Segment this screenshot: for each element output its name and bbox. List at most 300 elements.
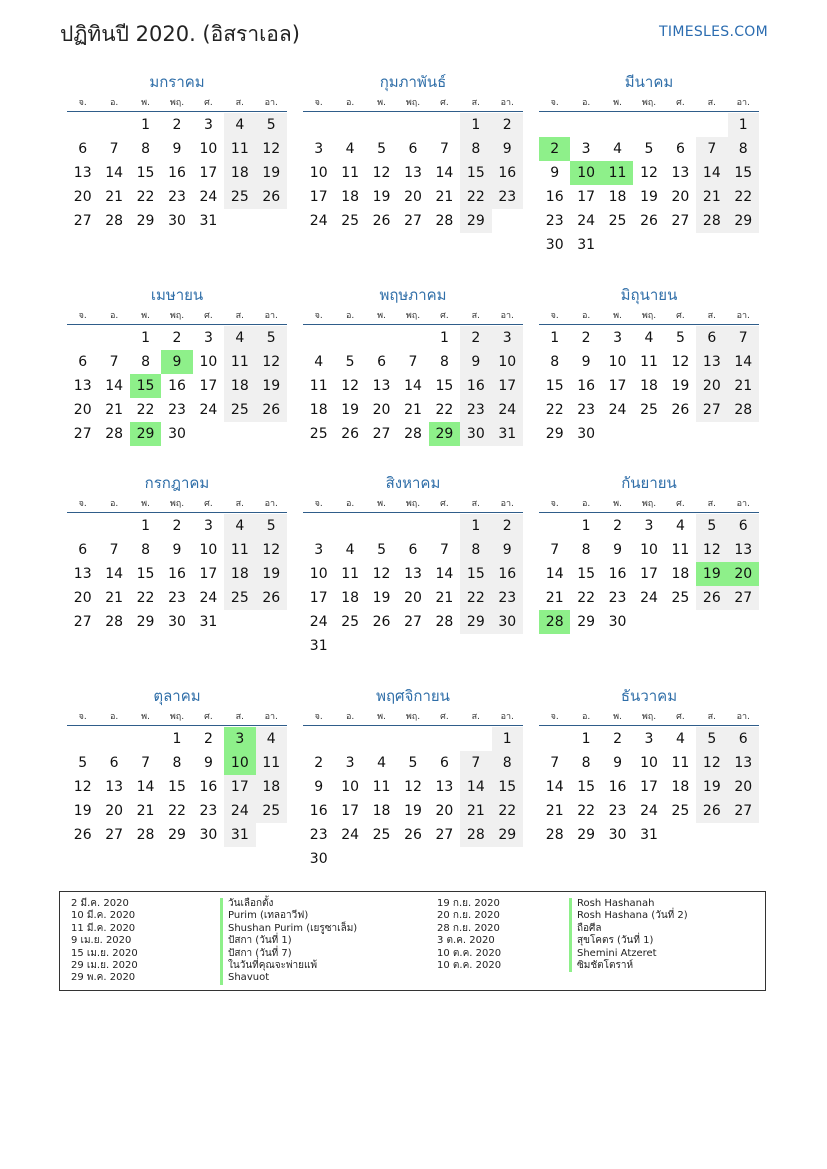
day-cell[interactable]: 18 [309, 402, 328, 418]
day-cell[interactable]: 4 [224, 113, 255, 137]
day-cell[interactable]: 21 [435, 189, 454, 205]
day-cell[interactable]: 26 [256, 185, 287, 209]
day-cell[interactable]: 7 [109, 542, 119, 558]
day-cell[interactable]: 27 [105, 827, 124, 843]
day-cell[interactable]: 18 [640, 378, 658, 394]
holiday-day-cell[interactable]: 3 [224, 727, 255, 751]
day-cell[interactable]: 25 [224, 586, 255, 610]
day-cell[interactable]: 12 [256, 538, 287, 562]
day-cell[interactable]: 22 [577, 803, 596, 819]
day-cell[interactable]: 11 [224, 538, 255, 562]
day-cell[interactable]: 22 [545, 402, 564, 418]
day-cell[interactable]: 2 [314, 755, 324, 771]
day-cell[interactable]: 23 [168, 590, 186, 606]
day-cell[interactable]: 10 [199, 141, 218, 157]
day-cell[interactable]: 17 [309, 590, 328, 606]
day-cell[interactable]: 24 [608, 402, 627, 418]
day-cell[interactable]: 14 [435, 566, 454, 582]
day-cell[interactable]: 9 [613, 542, 623, 558]
day-cell[interactable]: 16 [309, 803, 328, 819]
day-cell[interactable]: 12 [372, 165, 391, 181]
day-cell[interactable]: 11 [671, 542, 690, 558]
day-cell[interactable]: 13 [404, 566, 422, 582]
day-cell[interactable]: 28 [728, 398, 759, 422]
day-cell[interactable]: 27 [696, 398, 727, 422]
day-cell[interactable]: 29 [577, 827, 596, 843]
day-cell[interactable]: 29 [460, 209, 491, 233]
day-cell[interactable]: 9 [550, 165, 560, 181]
day-cell[interactable]: 11 [341, 566, 360, 582]
day-cell[interactable]: 29 [577, 614, 596, 630]
holiday-day-cell[interactable]: 10 [570, 161, 601, 185]
day-cell[interactable]: 22 [728, 185, 759, 209]
day-cell[interactable]: 19 [372, 590, 391, 606]
day-cell[interactable]: 12 [696, 751, 727, 775]
holiday-day-cell[interactable]: 28 [539, 610, 570, 634]
day-cell[interactable]: 28 [105, 614, 124, 630]
day-cell[interactable]: 7 [109, 354, 119, 370]
day-cell[interactable]: 22 [492, 799, 523, 823]
day-cell[interactable]: 31 [224, 823, 255, 847]
day-cell[interactable]: 22 [435, 402, 454, 418]
day-cell[interactable]: 21 [105, 590, 124, 606]
day-cell[interactable]: 23 [460, 398, 491, 422]
day-cell[interactable]: 16 [199, 779, 218, 795]
day-cell[interactable]: 6 [408, 141, 418, 157]
day-cell[interactable]: 16 [492, 161, 523, 185]
day-cell[interactable]: 24 [492, 398, 523, 422]
day-cell[interactable]: 17 [492, 374, 523, 398]
day-cell[interactable]: 25 [671, 590, 690, 606]
day-cell[interactable]: 19 [671, 378, 690, 394]
day-cell[interactable]: 6 [78, 141, 88, 157]
day-cell[interactable]: 28 [435, 614, 454, 630]
day-cell[interactable]: 2 [172, 330, 182, 346]
day-cell[interactable]: 2 [492, 514, 523, 538]
day-cell[interactable]: 16 [492, 562, 523, 586]
day-cell[interactable]: 15 [577, 566, 596, 582]
day-cell[interactable]: 28 [105, 426, 124, 442]
day-cell[interactable]: 23 [199, 803, 218, 819]
day-cell[interactable]: 21 [728, 374, 759, 398]
day-cell[interactable]: 24 [199, 590, 218, 606]
day-cell[interactable]: 3 [203, 117, 213, 133]
day-cell[interactable]: 24 [640, 590, 658, 606]
day-cell[interactable]: 20 [372, 402, 391, 418]
day-cell[interactable]: 25 [640, 402, 658, 418]
day-cell[interactable]: 30 [168, 614, 186, 630]
day-cell[interactable]: 30 [460, 422, 491, 446]
day-cell[interactable]: 11 [224, 137, 255, 161]
day-cell[interactable]: 2 [203, 731, 213, 747]
day-cell[interactable]: 26 [640, 213, 658, 229]
day-cell[interactable]: 18 [224, 562, 255, 586]
day-cell[interactable]: 10 [309, 566, 328, 582]
day-cell[interactable]: 3 [644, 518, 654, 534]
day-cell[interactable]: 28 [460, 823, 491, 847]
day-cell[interactable]: 31 [492, 422, 523, 446]
day-cell[interactable]: 4 [613, 141, 623, 157]
day-cell[interactable]: 27 [73, 614, 92, 630]
day-cell[interactable]: 4 [377, 755, 387, 771]
day-cell[interactable]: 24 [309, 614, 328, 630]
day-cell[interactable]: 30 [608, 827, 627, 843]
holiday-day-cell[interactable]: 2 [539, 137, 570, 161]
day-cell[interactable]: 20 [671, 189, 690, 205]
day-cell[interactable]: 8 [581, 542, 591, 558]
day-cell[interactable]: 16 [545, 189, 564, 205]
day-cell[interactable]: 20 [404, 189, 422, 205]
day-cell[interactable]: 10 [640, 542, 658, 558]
day-cell[interactable]: 3 [203, 518, 213, 534]
day-cell[interactable]: 30 [309, 851, 328, 867]
day-cell[interactable]: 13 [73, 378, 92, 394]
day-cell[interactable]: 3 [314, 141, 324, 157]
day-cell[interactable]: 14 [105, 165, 124, 181]
day-cell[interactable]: 12 [256, 350, 287, 374]
day-cell[interactable]: 16 [168, 378, 186, 394]
day-cell[interactable]: 17 [199, 165, 218, 181]
day-cell[interactable]: 15 [492, 775, 523, 799]
day-cell[interactable]: 18 [224, 374, 255, 398]
day-cell[interactable]: 31 [640, 827, 658, 843]
day-cell[interactable]: 8 [141, 141, 151, 157]
day-cell[interactable]: 27 [372, 426, 391, 442]
day-cell[interactable]: 7 [141, 755, 151, 771]
day-cell[interactable]: 25 [341, 213, 360, 229]
day-cell[interactable]: 19 [640, 189, 658, 205]
day-cell[interactable]: 5 [408, 755, 418, 771]
day-cell[interactable]: 23 [545, 213, 564, 229]
day-cell[interactable]: 15 [435, 378, 454, 394]
day-cell[interactable]: 8 [728, 137, 759, 161]
day-cell[interactable]: 10 [608, 354, 627, 370]
day-cell[interactable]: 18 [671, 566, 690, 582]
day-cell[interactable]: 19 [256, 374, 287, 398]
day-cell[interactable]: 15 [136, 165, 155, 181]
day-cell[interactable]: 21 [696, 185, 727, 209]
day-cell[interactable]: 26 [256, 398, 287, 422]
day-cell[interactable]: 23 [168, 189, 186, 205]
day-cell[interactable]: 4 [675, 518, 685, 534]
day-cell[interactable]: 12 [696, 538, 727, 562]
holiday-day-cell[interactable]: 19 [696, 562, 727, 586]
day-cell[interactable]: 14 [728, 350, 759, 374]
day-cell[interactable]: 2 [492, 113, 523, 137]
day-cell[interactable]: 22 [168, 803, 186, 819]
day-cell[interactable]: 6 [696, 326, 727, 350]
day-cell[interactable]: 3 [314, 542, 324, 558]
day-cell[interactable]: 2 [172, 117, 182, 133]
day-cell[interactable]: 14 [105, 566, 124, 582]
day-cell[interactable]: 16 [608, 566, 627, 582]
day-cell[interactable]: 26 [372, 213, 391, 229]
day-cell[interactable]: 13 [435, 779, 454, 795]
day-cell[interactable]: 11 [224, 350, 255, 374]
day-cell[interactable]: 26 [372, 614, 391, 630]
day-cell[interactable]: 2 [581, 330, 591, 346]
day-cell[interactable]: 23 [492, 185, 523, 209]
day-cell[interactable]: 20 [73, 402, 92, 418]
day-cell[interactable]: 10 [341, 779, 360, 795]
day-cell[interactable]: 16 [168, 165, 186, 181]
day-cell[interactable]: 12 [640, 165, 658, 181]
day-cell[interactable]: 31 [199, 213, 218, 229]
day-cell[interactable]: 14 [105, 378, 124, 394]
day-cell[interactable]: 7 [408, 354, 418, 370]
day-cell[interactable]: 25 [341, 614, 360, 630]
day-cell[interactable]: 8 [141, 354, 151, 370]
day-cell[interactable]: 24 [309, 213, 328, 229]
day-cell[interactable]: 30 [168, 426, 186, 442]
day-cell[interactable]: 14 [545, 779, 564, 795]
day-cell[interactable]: 2 [613, 731, 623, 747]
day-cell[interactable]: 3 [644, 731, 654, 747]
day-cell[interactable]: 12 [404, 779, 422, 795]
day-cell[interactable]: 9 [460, 350, 491, 374]
day-cell[interactable]: 16 [577, 378, 596, 394]
day-cell[interactable]: 5 [675, 330, 685, 346]
day-cell[interactable]: 17 [608, 378, 627, 394]
holiday-day-cell[interactable]: 11 [602, 161, 633, 185]
holiday-day-cell[interactable]: 9 [161, 350, 192, 374]
day-cell[interactable]: 17 [309, 189, 328, 205]
day-cell[interactable]: 4 [224, 326, 255, 350]
day-cell[interactable]: 4 [256, 727, 287, 751]
day-cell[interactable]: 24 [577, 213, 596, 229]
day-cell[interactable]: 16 [460, 374, 491, 398]
day-cell[interactable]: 17 [640, 779, 658, 795]
day-cell[interactable]: 24 [640, 803, 658, 819]
day-cell[interactable]: 26 [341, 426, 360, 442]
holiday-day-cell[interactable]: 10 [224, 751, 255, 775]
day-cell[interactable]: 8 [581, 755, 591, 771]
day-cell[interactable]: 17 [199, 566, 218, 582]
day-cell[interactable]: 1 [581, 731, 591, 747]
day-cell[interactable]: 30 [168, 213, 186, 229]
day-cell[interactable]: 19 [341, 402, 360, 418]
day-cell[interactable]: 22 [460, 185, 491, 209]
day-cell[interactable]: 3 [345, 755, 355, 771]
day-cell[interactable]: 26 [404, 827, 422, 843]
day-cell[interactable]: 5 [345, 354, 355, 370]
day-cell[interactable]: 22 [136, 590, 155, 606]
day-cell[interactable]: 30 [608, 614, 627, 630]
day-cell[interactable]: 1 [141, 117, 151, 133]
day-cell[interactable]: 15 [460, 562, 491, 586]
day-cell[interactable]: 13 [73, 165, 92, 181]
day-cell[interactable]: 5 [256, 326, 287, 350]
day-cell[interactable]: 27 [404, 213, 422, 229]
holiday-day-cell[interactable]: 29 [429, 422, 460, 446]
day-cell[interactable]: 22 [460, 586, 491, 610]
day-cell[interactable]: 3 [492, 326, 523, 350]
day-cell[interactable]: 23 [492, 586, 523, 610]
day-cell[interactable]: 7 [728, 326, 759, 350]
day-cell[interactable]: 31 [577, 237, 596, 253]
day-cell[interactable]: 27 [73, 213, 92, 229]
day-cell[interactable]: 14 [696, 161, 727, 185]
day-cell[interactable]: 26 [671, 402, 690, 418]
day-cell[interactable]: 13 [728, 538, 759, 562]
day-cell[interactable]: 26 [256, 586, 287, 610]
day-cell[interactable]: 14 [460, 775, 491, 799]
day-cell[interactable]: 11 [671, 755, 690, 771]
day-cell[interactable]: 20 [696, 374, 727, 398]
day-cell[interactable]: 27 [728, 586, 759, 610]
day-cell[interactable]: 4 [345, 542, 355, 558]
day-cell[interactable]: 9 [203, 755, 213, 771]
day-cell[interactable]: 8 [492, 751, 523, 775]
day-cell[interactable]: 18 [341, 590, 360, 606]
day-cell[interactable]: 26 [696, 586, 727, 610]
day-cell[interactable]: 28 [105, 213, 124, 229]
day-cell[interactable]: 21 [105, 402, 124, 418]
day-cell[interactable]: 6 [78, 354, 88, 370]
day-cell[interactable]: 28 [136, 827, 155, 843]
day-cell[interactable]: 13 [73, 566, 92, 582]
day-cell[interactable]: 2 [460, 326, 491, 350]
day-cell[interactable]: 20 [728, 775, 759, 799]
day-cell[interactable]: 30 [199, 827, 218, 843]
day-cell[interactable]: 18 [671, 779, 690, 795]
day-cell[interactable]: 14 [404, 378, 422, 394]
day-cell[interactable]: 15 [545, 378, 564, 394]
day-cell[interactable]: 29 [728, 209, 759, 233]
day-cell[interactable]: 10 [199, 542, 218, 558]
day-cell[interactable]: 3 [203, 330, 213, 346]
day-cell[interactable]: 7 [439, 542, 449, 558]
day-cell[interactable]: 24 [199, 189, 218, 205]
day-cell[interactable]: 24 [341, 827, 360, 843]
day-cell[interactable]: 15 [136, 566, 155, 582]
day-cell[interactable]: 21 [404, 402, 422, 418]
brand-link[interactable]: TIMESLES.COM [659, 24, 768, 40]
day-cell[interactable]: 7 [460, 751, 491, 775]
day-cell[interactable]: 15 [728, 161, 759, 185]
day-cell[interactable]: 5 [78, 755, 88, 771]
day-cell[interactable]: 4 [224, 514, 255, 538]
day-cell[interactable]: 9 [581, 354, 591, 370]
day-cell[interactable]: 5 [696, 514, 727, 538]
day-cell[interactable]: 30 [492, 610, 523, 634]
day-cell[interactable]: 21 [105, 189, 124, 205]
day-cell[interactable]: 5 [256, 514, 287, 538]
day-cell[interactable]: 12 [256, 137, 287, 161]
day-cell[interactable]: 3 [613, 330, 623, 346]
day-cell[interactable]: 6 [439, 755, 449, 771]
day-cell[interactable]: 11 [640, 354, 658, 370]
day-cell[interactable]: 20 [73, 590, 92, 606]
day-cell[interactable]: 26 [73, 827, 92, 843]
day-cell[interactable]: 11 [341, 165, 360, 181]
day-cell[interactable]: 17 [224, 775, 255, 799]
day-cell[interactable]: 14 [136, 779, 155, 795]
day-cell[interactable]: 18 [224, 161, 255, 185]
day-cell[interactable]: 29 [545, 426, 564, 442]
day-cell[interactable]: 13 [372, 378, 391, 394]
day-cell[interactable]: 26 [696, 799, 727, 823]
day-cell[interactable]: 22 [577, 590, 596, 606]
day-cell[interactable]: 16 [168, 566, 186, 582]
day-cell[interactable]: 15 [577, 779, 596, 795]
day-cell[interactable]: 27 [73, 426, 92, 442]
day-cell[interactable]: 9 [172, 542, 182, 558]
day-cell[interactable]: 1 [581, 518, 591, 534]
day-cell[interactable]: 19 [256, 161, 287, 185]
day-cell[interactable]: 18 [372, 803, 391, 819]
day-cell[interactable]: 8 [460, 137, 491, 161]
day-cell[interactable]: 8 [141, 542, 151, 558]
day-cell[interactable]: 22 [136, 189, 155, 205]
day-cell[interactable]: 14 [545, 566, 564, 582]
day-cell[interactable]: 11 [256, 751, 287, 775]
day-cell[interactable]: 6 [377, 354, 387, 370]
day-cell[interactable]: 25 [608, 213, 627, 229]
day-cell[interactable]: 15 [460, 161, 491, 185]
day-cell[interactable]: 3 [581, 141, 591, 157]
day-cell[interactable]: 23 [168, 402, 186, 418]
day-cell[interactable]: 9 [314, 779, 324, 795]
day-cell[interactable]: 29 [492, 823, 523, 847]
day-cell[interactable]: 2 [172, 518, 182, 534]
day-cell[interactable]: 23 [608, 590, 627, 606]
day-cell[interactable]: 23 [577, 402, 596, 418]
day-cell[interactable]: 15 [168, 779, 186, 795]
day-cell[interactable]: 10 [199, 354, 218, 370]
day-cell[interactable]: 13 [728, 751, 759, 775]
day-cell[interactable]: 19 [372, 189, 391, 205]
day-cell[interactable]: 17 [341, 803, 360, 819]
day-cell[interactable]: 9 [172, 141, 182, 157]
day-cell[interactable]: 5 [256, 113, 287, 137]
day-cell[interactable]: 25 [256, 799, 287, 823]
day-cell[interactable]: 7 [439, 141, 449, 157]
day-cell[interactable]: 21 [545, 803, 564, 819]
day-cell[interactable]: 8 [550, 354, 560, 370]
day-cell[interactable]: 2 [613, 518, 623, 534]
day-cell[interactable]: 20 [73, 189, 92, 205]
day-cell[interactable]: 13 [696, 350, 727, 374]
day-cell[interactable]: 25 [224, 398, 255, 422]
day-cell[interactable]: 1 [492, 727, 523, 751]
day-cell[interactable]: 21 [545, 590, 564, 606]
day-cell[interactable]: 18 [256, 775, 287, 799]
day-cell[interactable]: 27 [404, 614, 422, 630]
day-cell[interactable]: 27 [671, 213, 690, 229]
day-cell[interactable]: 5 [696, 727, 727, 751]
day-cell[interactable]: 20 [105, 803, 124, 819]
day-cell[interactable]: 10 [309, 165, 328, 181]
day-cell[interactable]: 25 [309, 426, 328, 442]
holiday-day-cell[interactable]: 29 [130, 422, 161, 446]
day-cell[interactable]: 7 [696, 137, 727, 161]
day-cell[interactable]: 30 [577, 426, 596, 442]
day-cell[interactable]: 4 [644, 330, 654, 346]
day-cell[interactable]: 23 [309, 827, 328, 843]
day-cell[interactable]: 25 [372, 827, 391, 843]
day-cell[interactable]: 27 [728, 799, 759, 823]
day-cell[interactable]: 18 [608, 189, 627, 205]
day-cell[interactable]: 28 [435, 213, 454, 229]
day-cell[interactable]: 9 [492, 137, 523, 161]
day-cell[interactable]: 6 [728, 727, 759, 751]
day-cell[interactable]: 20 [404, 590, 422, 606]
day-cell[interactable]: 9 [613, 755, 623, 771]
day-cell[interactable]: 29 [136, 213, 155, 229]
day-cell[interactable]: 4 [314, 354, 324, 370]
day-cell[interactable]: 19 [256, 562, 287, 586]
